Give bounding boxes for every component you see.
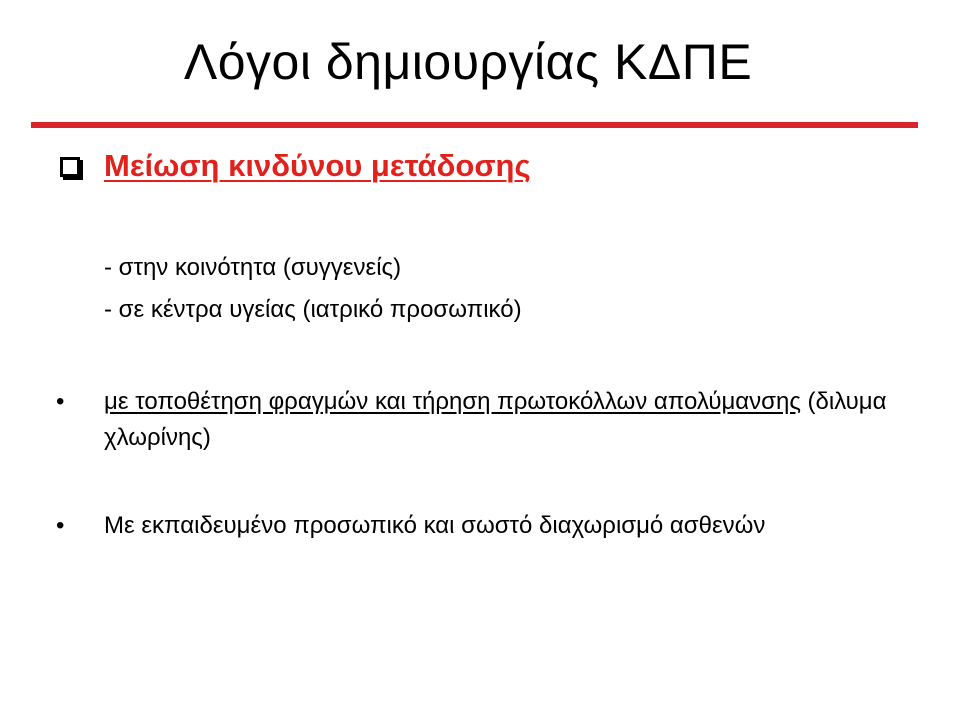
bullet-item-barriers [104,384,904,456]
bullet-marker: • [56,388,65,415]
title-divider [31,122,918,128]
sub-item-health-centers: - σε κέντρα υγείας (ιατρικό προσωπικό) [104,296,522,323]
bullet-underlined-text: με τοποθέτηση φραγμών και τήρηση πρωτοκόλλων απολύμανσης [104,388,801,415]
checkbox-icon [60,157,80,177]
bullet-rest-text: (διλυμα χλωρίνης) [104,388,887,451]
sub-item-community: - στην κοινότητα (συγγενείς) [104,254,402,281]
bullet-marker: • [56,512,65,539]
slide-title: Λόγοι δημιουργίας ΚΔΠΕ [183,34,753,90]
section-heading [60,146,531,186]
bullet-item-staff: Με εκπαιδευμένο προσωπικό και σωστό διαχωρισμό ασθενών [104,512,766,539]
section-heading-text: Μείωση κινδύνου μετάδοσης [104,148,531,183]
